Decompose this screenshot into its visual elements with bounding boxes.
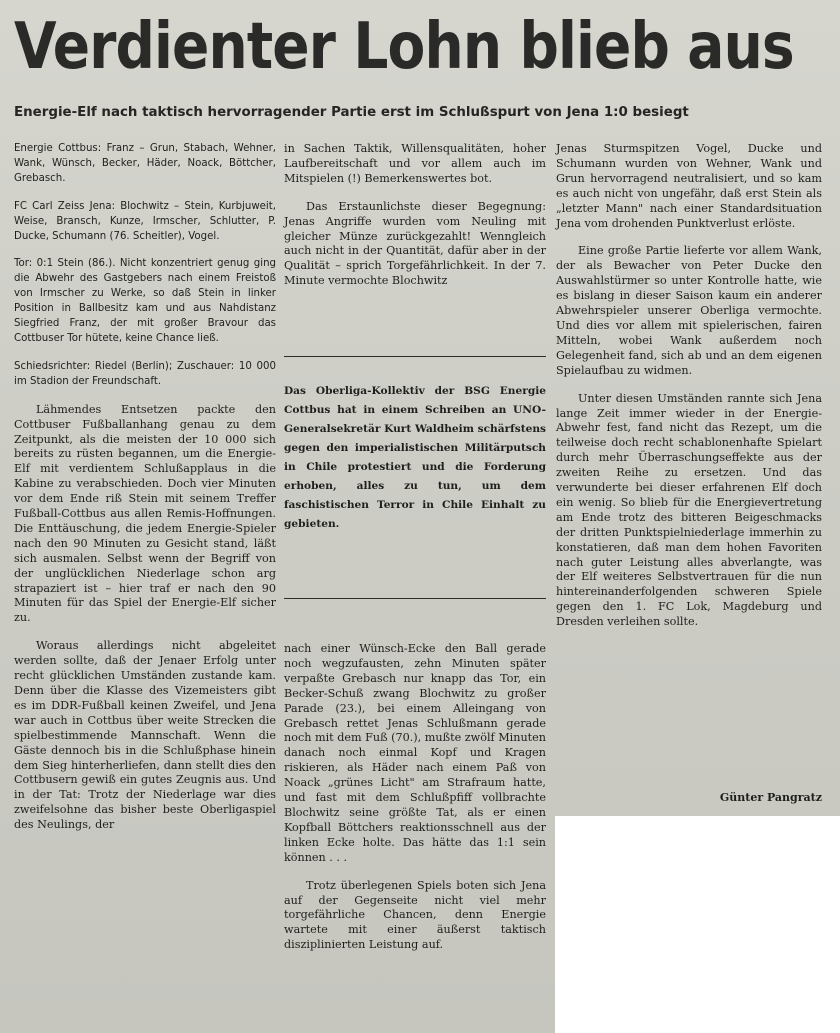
- divider-bottom: [284, 598, 546, 599]
- column-1: [14, 142, 276, 846]
- headline: Verdienter Lohn blieb aus: [14, 10, 794, 84]
- referee-info: Schiedsrichter: Riedel (Berlin); Zuschauer: 10 000 im Stadion der Freundschaft.: [14, 360, 276, 387]
- boxed-notice: Das Oberliga-Kollektiv der BSG Energie Cottbus hat in einem Schreiben an UNO-Generalsekretär Kurt Waldheim schärfstens gegen den imperialistischen Militärputsch in Chile protestiert und die Forderung erhoben, alles zu tun, um dem faschistischen Terror in Chile Einhalt zu gebieten.: [284, 385, 546, 530]
- paragraph: Jenas Sturmspitzen Vogel, Ducke und Schumann wurden von Wehner, Wank und Grun hervorragend neutralisiert, und so kam es auch nicht von ungefähr, daß erst Stein als „letzter Mann" nach einer Standardsituation Jena vom drohenden Punktverlust erlöste.: [556, 142, 822, 230]
- author-byline: Günter Pangratz: [719, 791, 822, 804]
- column-2-bottom: [284, 642, 546, 966]
- paragraph: nach einer Wünsch-Ecke den Ball gerade noch wegzufausten, zehn Minuten später verpaßte Grebasch nur knapp das Tor, ein Becker-Schuß zwang Blochwitz zu großer Parade (23.), bei einem Alleingang von Grebasch rettet Jenas Schlußmann gerade noch mit dem Fuß (70.), mußte zwölf Minuten danach noch einmal Kopf und Kragen riskieren, als Häder nach einem Paß von Noack „grünes Licht" am Strafraum hatte, und fast mit dem Schlußpfiff vollbrachte Blochwitz seine größte Tat, als er einen Kopfball Böttchers reaktionsschnell aus der linken Ecke holte. Das hätte das 1:1 sein können . . .: [284, 642, 546, 864]
- lineup-cottbus: Energie Cottbus: Franz – Grun, Stabach, Wehner, Wank, Wünsch, Becker, Häder, Noack, Böttcher, Grebasch.: [14, 143, 276, 184]
- paragraph: Das Erstaunlichste dieser Begegnung: Jenas Angriffe wurden vom Neuling mit gleicher Münze zurückgezahlt! Wenngleich auch nicht in der Quantität, dafür aber in der Qualität – sprich Torgefährlichkeit. In der 7. Minute vermochte Blochwitz: [284, 199, 546, 288]
- paragraph: Lähmendes Entsetzen packte den Cottbuser Fußballanhang genau zu dem Zeitpunkt, als die meisten der 10 000 sich bereits zu rüsten begannen, um die Energie-Elf mit verdientem Schlußapplaus in die Kabine zu verabschieden. Doch vier Minuten vor dem Ende riß Stein mit seinem Treffer Fußball-Cottbus aus allen Remis-Hoffnungen. Die Enttäuschung, die jedem Energie-Spieler nach den 90 Minuten zu Gesicht stand, läßt sich ausmalen. Selbst wenn der Begriff von der unglücklichen Niederlage schon arg strapaziert ist – hier traf er nach den 90 Minuten für das Spiel der Energie-Elf sicher zu.: [14, 402, 276, 625]
- paragraph: Unter diesen Umständen rannte sich Jena lange Zeit immer wieder in der Energie-Abwehr fest, fand nicht das Rezept, um die teilweise doch recht schablonenhafte Spielart durch mehr Überraschungseffekte aus der zweiten Reihe zu ersetzen. Und das verwunderte bei dieser erfahrenen Elf doch ein wenig. So blieb für die Energievertretung am Ende trotz des bitteren Beigeschmacks der dritten Punktspielniederlage immerhin zu konstatieren, daß man dem hohen Favoriten nach guter Leistung alles abverlangte, was der Elf weiteres Selbstvertrauen für die nun hintereinanderfolgenden schweren Spiele gegen den 1. FC Lok, Magdeburg und Dresden verleihen sollte.: [556, 391, 822, 629]
- column-2-top: [284, 142, 546, 302]
- subheadline: Energie-Elf nach taktisch hervorragender Partie erst im Schlußspurt von Jena 1:0 besiegt: [14, 105, 689, 120]
- goal-info: Tor: 0:1 Stein (86.). Nicht konzentriert genug ging die Abwehr des Gastgebers nach einem Freistoß von Irmscher zu Werke, so daß Stein in linker Position in Ballbesitz kam und aus Nahdistanz Siegfried Franz, der mit großer Bravour das Cottbuser Tor hütete, keine Chance ließ.: [14, 258, 276, 344]
- lineup-jena: FC Carl Zeiss Jena: Blochwitz – Stein, Kurbjuweit, Weise, Bransch, Kunze, Irmscher, Schlutter, P. Ducke, Schumann (76. Scheitler), Vogel.: [14, 200, 276, 242]
- paragraph: in Sachen Taktik, Willensqualitäten, hoher Laufbereitschaft und vor allem auch im Mitspielen (!) Bemerkenswertes bot.: [284, 142, 546, 185]
- torn-corner: [555, 816, 840, 1033]
- paragraph: Woraus allerdings nicht abgeleitet werden sollte, daß der Jenaer Erfolg unter recht glücklichen Umständen zustande kam. Denn über die Klasse des Vizemeisters gibt es im DDR-Fußball keinen Zweifel, und Jena war auch in Cottbus über weite Strecken die spielbestimmende Mannschaft. Wenn die Gäste dennoch bis in die Schlußphase hinein dem Sieg hinterherliefen, dann stellt dies den Cottbusern gewiß ein gutes Zeugnis aus. Und in der Tat: Trotz der Niederlage war dies zweifelsohne das bisher beste Oberligaspiel des Neulings, der: [14, 639, 276, 832]
- divider-top: [284, 356, 546, 357]
- paragraph: Trotz überlegenen Spiels boten sich Jena auf der Gegenseite nicht viel mehr torgefährliche Chancen, denn Energie wartete mit einer äußerst taktisch disziplinierten Leistung auf.: [284, 878, 546, 952]
- paragraph: Eine große Partie lieferte vor allem Wank, der als Bewacher von Peter Ducke den Auswahlstürmer so unter Kontrolle hatte, wie es bislang in dieser Saison kaum ein anderer Abwehrspieler unserer Oberliga vermochte. Und dies vor allem mit spielerischen, fairen Mitteln, wobei Wank außerdem noch Gelegenheit fand, sich ab und an dem eigenen Spielaufbau zu widmen.: [556, 244, 822, 377]
- column-3: [556, 142, 822, 643]
